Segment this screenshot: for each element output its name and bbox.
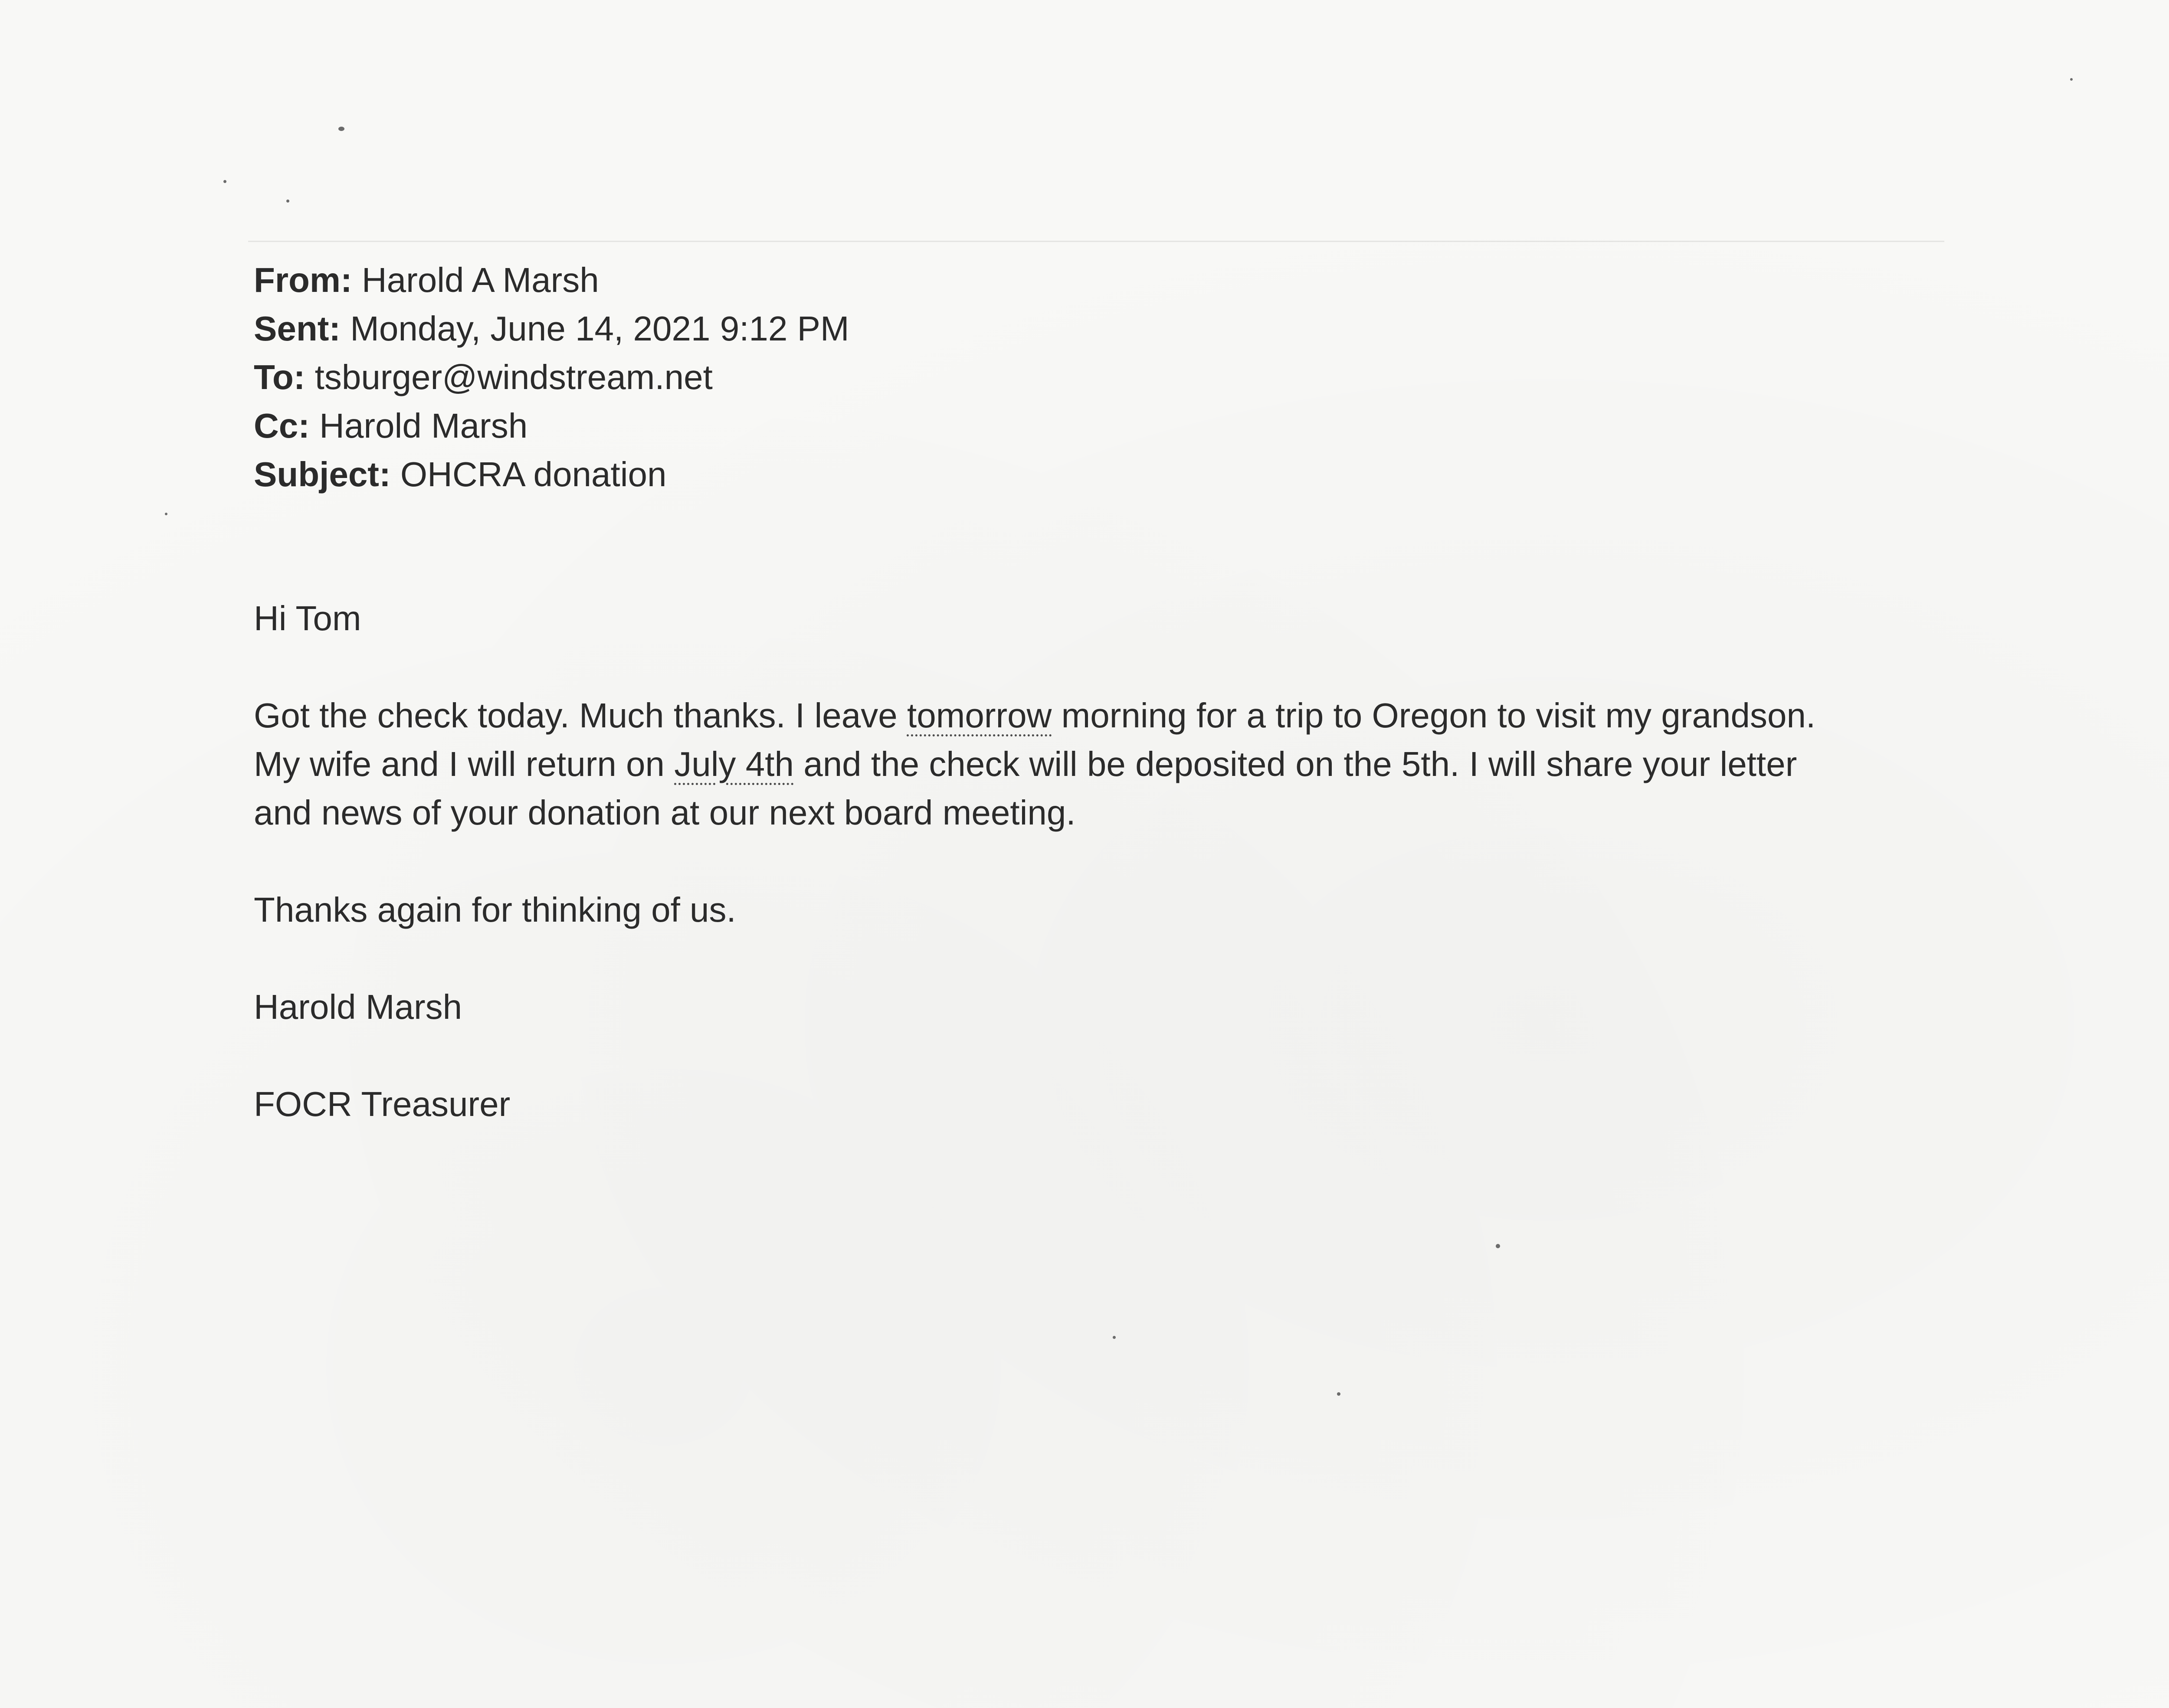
to-label: To: [254,358,305,396]
cc-line [254,402,849,450]
thanks-line: Thanks again for thinking of us. [254,890,736,929]
text-span: morning for a trip to Oregon to visit my grandson. [1052,696,1816,735]
cc-label: Cc: [254,406,310,445]
subject-line [254,450,849,499]
scan-speck [1337,1392,1340,1396]
signature-title: FOCR Treasurer [254,1085,511,1123]
main-paragraph [254,691,1946,837]
scan-speck [286,200,289,203]
from-label: From: [254,261,352,299]
scan-speck [165,513,167,515]
subject-value: OHCRA donation [400,455,667,494]
subject-label: Subject: [254,455,391,494]
signature-name: Harold Marsh [254,988,462,1026]
text-span: My wife and I will return on [254,745,675,783]
scan-speck [1496,1244,1500,1248]
to-line [254,353,849,402]
sent-label: Sent: [254,309,341,348]
from-value: Harold A Marsh [361,261,599,299]
scan-speck [2070,78,2073,81]
scan-speck [223,180,226,183]
email-body [254,594,1946,1177]
greeting: Hi Tom [254,599,361,638]
paragraph-line-1 [254,691,1946,740]
underlined-date-july-4th: July 4th [674,745,794,783]
header-divider [248,241,1944,242]
cc-value: Harold Marsh [319,406,528,445]
text-span: and the check will be deposited on the 5th. I will share your letter [793,745,1797,783]
sent-line [254,304,849,353]
from-line [254,256,849,304]
email-header [254,256,849,499]
to-value: tsburger@windstream.net [315,358,713,396]
text-span: Got the check today. Much thanks. I leave [254,696,907,735]
sent-value: Monday, June 14, 2021 9:12 PM [350,309,849,348]
scan-speck [1113,1336,1116,1339]
paragraph-line-3: and news of your donation at our next board meeting. [254,793,1076,832]
underlined-word-tomorrow: tomorrow [907,696,1052,735]
paragraph-line-2 [254,740,1946,789]
scan-speck [338,127,344,131]
